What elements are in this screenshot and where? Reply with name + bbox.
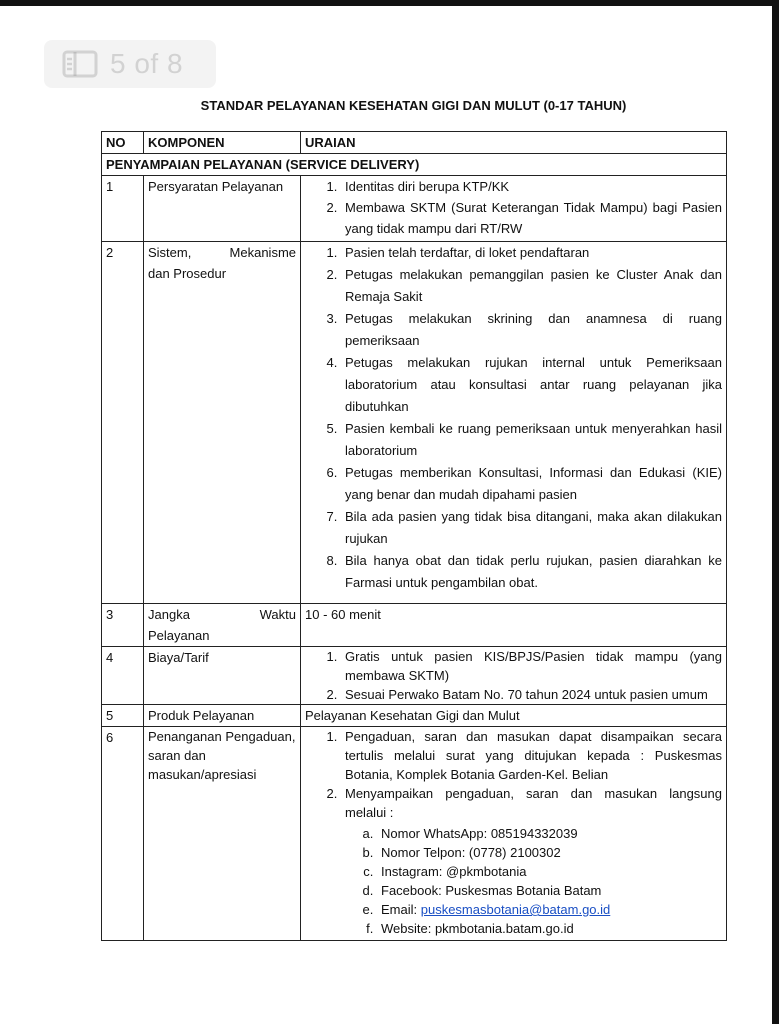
row-description: 10 - 60 menit: [301, 604, 727, 647]
table-header-row: [102, 132, 727, 154]
row-number: 1: [102, 176, 144, 242]
contact-instagram: c. Instagram: @pkmbotania: [377, 862, 722, 881]
list-item: 2. Menyampaikan pengaduan, saran dan masukan langsung melalui : a. Nomor WhatsApp: 085194332039 b. Nomor Telpon: (0778) 2100302 c. Instagram: @pkmbotania d. Facebook: Puskesmas Botania Batam e. Email: puskesmasbotania@batam.go.id f. Website: pkmbotania.batam.go.id: [341, 784, 722, 938]
row-number: 6: [102, 727, 144, 941]
row-component: Penanganan Pengaduan, saran dan masukan/apresiasi: [144, 727, 301, 941]
row-description: [301, 176, 727, 242]
header-komponen: KOMPONEN: [144, 132, 301, 154]
book-icon: [62, 49, 98, 79]
list-item: 1. Pasien telah terdaftar, di loket pendaftaran: [341, 242, 722, 264]
row-number: 4: [102, 647, 144, 705]
list-item: 2. Membawa SKTM (Surat Keterangan Tidak Mampu) bagi Pasien yang tidak mampu dari RT/RW: [341, 197, 722, 239]
row-description: Pelayanan Kesehatan Gigi dan Mulut: [301, 705, 727, 727]
row-description: [301, 647, 727, 705]
right-border: [772, 0, 779, 1024]
section-row: [102, 154, 727, 176]
document-title: STANDAR PELAYANAN KESEHATAN GIGI DAN MULUT (0-17 TAHUN): [200, 98, 627, 113]
list-item: 1. Gratis untuk pasien KIS/BPJS/Pasien tidak mampu (yang membawa SKTM): [341, 647, 722, 685]
contact-phone: b. Nomor Telpon: (0778) 2100302: [377, 843, 722, 862]
row-number: 5: [102, 705, 144, 727]
list-item: 2. Petugas melakukan pemanggilan pasien ke Cluster Anak dan Remaja Sakit: [341, 264, 722, 308]
list-item: 1. Identitas diri berupa KTP/KK: [341, 176, 722, 197]
row-component: Sistem, Mekanisme dan Prosedur: [144, 242, 301, 604]
list-item: 3. Petugas melakukan skrining dan anamnesa di ruang pemeriksaan: [341, 308, 722, 352]
header-no: NO: [102, 132, 144, 154]
page-count-label: 5 of 8: [110, 48, 184, 79]
list-item: 7. Bila ada pasien yang tidak bisa ditangani, maka akan dilakukan rujukan: [341, 506, 722, 550]
row-number: 3: [102, 604, 144, 647]
section-title: PENYAMPAIAN PELAYANAN (SERVICE DELIVERY): [102, 154, 727, 176]
table-row: [102, 727, 727, 941]
top-border: [0, 0, 779, 6]
row-component: Jangka Waktu Pelayanan: [144, 604, 301, 647]
table-row: [102, 176, 727, 242]
contact-email: e. Email: puskesmasbotania@batam.go.id: [377, 900, 722, 919]
header-uraian: URAIAN: [301, 132, 727, 154]
list-item: 5. Pasien kembali ke ruang pemeriksaan untuk menyerahkan hasil laboratorium: [341, 418, 722, 462]
table-row: [102, 647, 727, 705]
contact-website: f. Website: pkmbotania.batam.go.id: [377, 919, 722, 938]
row-component: Persyaratan Pelayanan: [144, 176, 301, 242]
row-component: Biaya/Tarif: [144, 647, 301, 705]
table-row: [102, 604, 727, 647]
row-number: 2: [102, 242, 144, 604]
table-row: [102, 242, 727, 604]
page-indicator[interactable]: [44, 40, 216, 88]
list-item: 1. Pengaduan, saran dan masukan dapat disampaikan secara tertulis melalui surat yang ditujukan kepada : Puskesmas Botania, Komplek Botania Garden-Kel. Belian: [341, 727, 722, 784]
list-item: 2. Sesuai Perwako Batam No. 70 tahun 2024 untuk pasien umum: [341, 685, 722, 704]
standard-table: [101, 131, 727, 941]
list-item: 4. Petugas melakukan rujukan internal untuk Pemeriksaan laboratorium atau konsultasi antar ruang pelayanan jika dibutuhkan: [341, 352, 722, 418]
row-description: [301, 727, 727, 941]
list-item: 6. Petugas memberikan Konsultasi, Informasi dan Edukasi (KIE) yang benar dan mudah dipahami pasien: [341, 462, 722, 506]
email-link[interactable]: puskesmasbotania@batam.go.id: [420, 902, 611, 917]
row-component: Produk Pelayanan: [144, 705, 301, 727]
contact-whatsapp: a. Nomor WhatsApp: 085194332039: [377, 824, 722, 843]
list-item: 8. Bila hanya obat dan tidak perlu rujukan, pasien diarahkan ke Farmasi untuk pengambilan obat.: [341, 550, 722, 594]
row-description: [301, 242, 727, 604]
contact-facebook: d. Facebook: Puskesmas Botania Batam: [377, 881, 722, 900]
table-row: [102, 705, 727, 727]
